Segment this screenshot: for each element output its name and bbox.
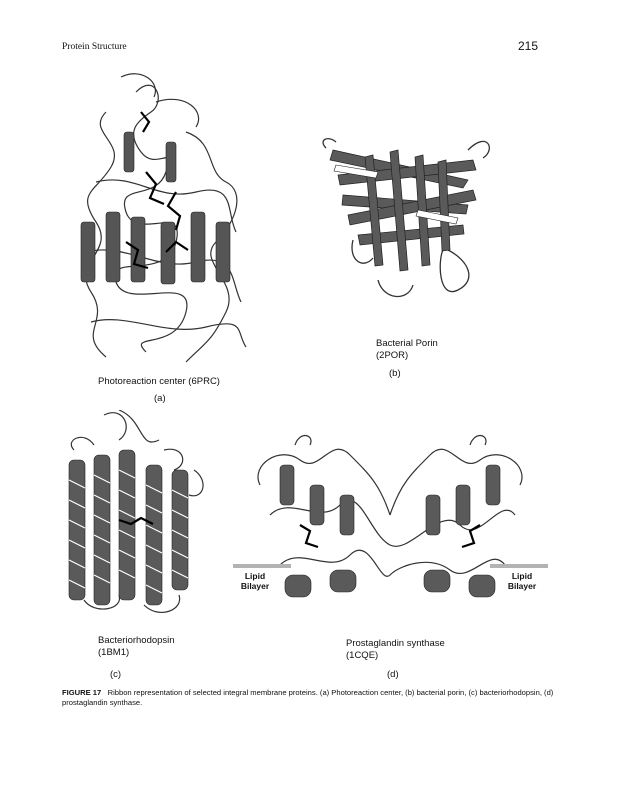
page-number: 215 (518, 39, 539, 53)
running-head: Protein Structure (62, 42, 127, 52)
bacteriorhodopsin-ribbon (64, 410, 214, 620)
figure-caption-text: Ribbon representation of selected integral membrane proteins. (a) Photoreaction center, (b) bacterial porin, (c) bacteriorhodopsin, (d) prostaglandin synthase. (62, 688, 554, 707)
figure-caption-label: FIGURE 17 (62, 688, 102, 697)
lipid-bilayer-left-line2: Bilayer (240, 581, 270, 591)
lipid-bilayer-label-left (235, 571, 275, 591)
panel-c-name-line2: (1BM1) (98, 647, 130, 658)
panel-a-label: (a) (154, 393, 166, 404)
lipid-bilayer-bar-right (490, 564, 548, 568)
lipid-bilayer-bar-left (233, 564, 291, 568)
panel-b-name-line2: (2POR) (376, 350, 409, 361)
photoreaction-center-ribbon (66, 72, 256, 372)
prostaglandin-synthase-ribbon (240, 425, 540, 620)
figure-panel-b (318, 130, 498, 305)
figure-panel-c (64, 410, 214, 620)
lipid-bilayer-left-line1: Lipid (244, 571, 266, 581)
panel-b-label: (b) (389, 368, 401, 379)
figure-panel-a (66, 72, 256, 372)
lipid-bilayer-right-line2: Bilayer (507, 581, 537, 591)
bacterial-porin-ribbon (318, 130, 498, 305)
figure-caption (62, 688, 562, 708)
panel-d-name-line2: (1CQE) (346, 650, 379, 661)
lipid-bilayer-right-line1: Lipid (511, 571, 533, 581)
panel-b-name-line1: Bacterial Porin (376, 338, 438, 349)
panel-c-label: (c) (110, 669, 122, 680)
panel-c-name-line1: Bacteriorhodopsin (98, 635, 175, 646)
panel-d-name-line1: Prostaglandin synthase (346, 638, 445, 649)
figure-panel-d (240, 425, 540, 620)
panel-a-name: Photoreaction center (6PRC) (98, 376, 220, 387)
lipid-bilayer-label-right (502, 571, 542, 591)
panel-d-label: (d) (387, 669, 399, 680)
